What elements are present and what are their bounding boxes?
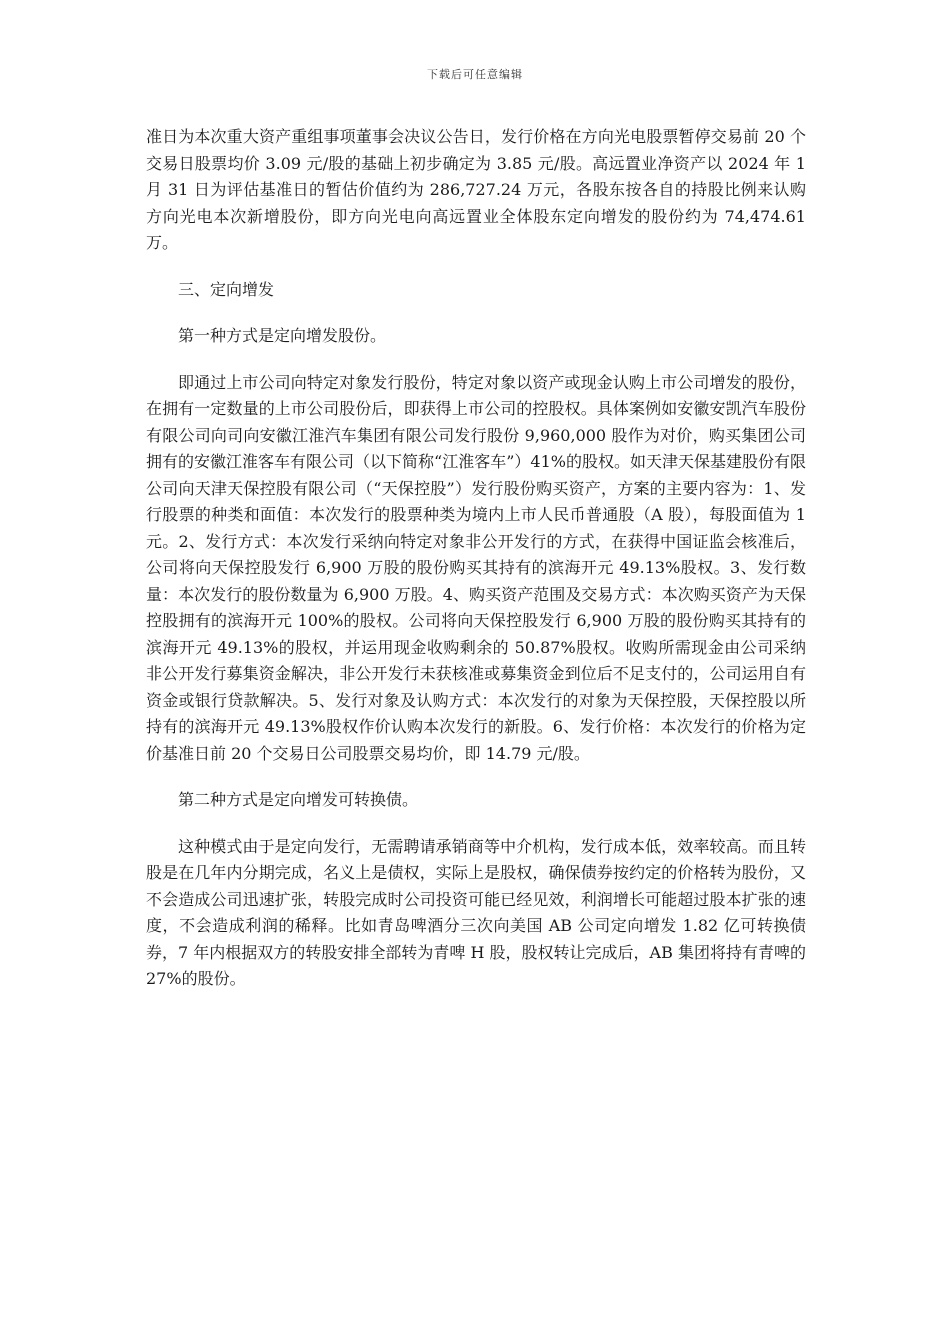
paragraph-method-two-detail: 这种模式由于是定向发行，无需聘请承销商等中介机构，发行成本低，效率较高。而且转股是在几年内分期完成，名义上是债权，实际上是股权，确保债券按约定的价格转为股份，又不会造成公司迅速扩张，转股完成时公司投资可能已经见效，利润增长可能超过股本扩张的速度，不会造成利润的稀释。比如青岛啤酒分三次向美国 AB 公司定向增发 1.82 亿可转换债券，7 年内根据双方的转股安排全部转为青啤 H 股，股权转让完成后，AB 集团将持有青啤的 27%的股份。: [146, 836, 806, 988]
page-header-note: 下载后可任意编辑: [427, 68, 523, 81]
document-body: [146, 124, 806, 1013]
section-heading-directed-issuance: 三、定向增发: [178, 279, 275, 299]
paragraph-method-one-title: 第一种方式是定向增发股份。: [178, 326, 387, 345]
paragraph-method-one-detail: 即通过上市公司向特定对象发行股份，特定对象以资产或现金认购上市公司增发的股份，在拥有一定数量的上市公司股份后，即获得上市公司的控股权。具体案例如安徽安凯汽车股份有限公司向司向安徽江淮汽车集团有限公司发行股份 9,960,000 股作为对价，购买集团公司拥有的安徽江淮客车有限公司（以下简称“江淮客车”）41%的股权。如天津天保基建股份有限公司向天津天保控股有限公司（“天保控股”）发行股份购买资产，方案的主要内容为：1、发行股票的种类和面值：本次发行的股票种类为境内上市人民币普通股（A 股），每股面值为 1 元。2、发行方式：本次发行采纳向特定对象非公开发行的方式，在获得中国证监会核准后，公司将向天保控股发行 6,900 万股的股份购买其持有的滨海开元 49.13%股权。3、发行数量：本次发行的股份数量为 6,900 万股。4、购买资产范围及交易方式：本次购买资产为天保控股拥有的滨海开元 100%的股权。公司将向天保控股发行 6,900 万股的股份购买其持有的滨海开元 49.13%的股权，并运用现金收购剩余的 50.87%股权。收购所需现金由公司采纳非公开发行募集资金解决，非公开发行未获核准或募集资金到位后不足支付的，公司运用自有资金或银行贷款解决。5、发行对象及认购方式：本次发行的对象为天保控股，天保控股以所持有的滨海开元 49.13%股权作价认购本次发行的新股。6、发行价格：本次发行的价格为定价基准日前 20 个交易日公司股票交易均价，即 14.79 元/股。: [146, 372, 806, 763]
paragraph-method-two-title: 第二种方式是定向增发可转换债。: [178, 790, 419, 809]
paragraph-continuation: 准日为本次重大资产重组事项董事会决议公告日，发行价格在方向光电股票暂停交易前 20 个交易日股票均价 3.09 元/股的基础上初步确定为 3.85 元/股。高远置业净资产以 2024 年 1 月 31 日为评估基准日的暂估价值约为 286,727.24 万元，各股东按各自的持股比例来认购方向光电本次新增股份，即方向光电向高远置业全体股东定向增发的股份约为 74,474.61 万。: [146, 127, 806, 252]
